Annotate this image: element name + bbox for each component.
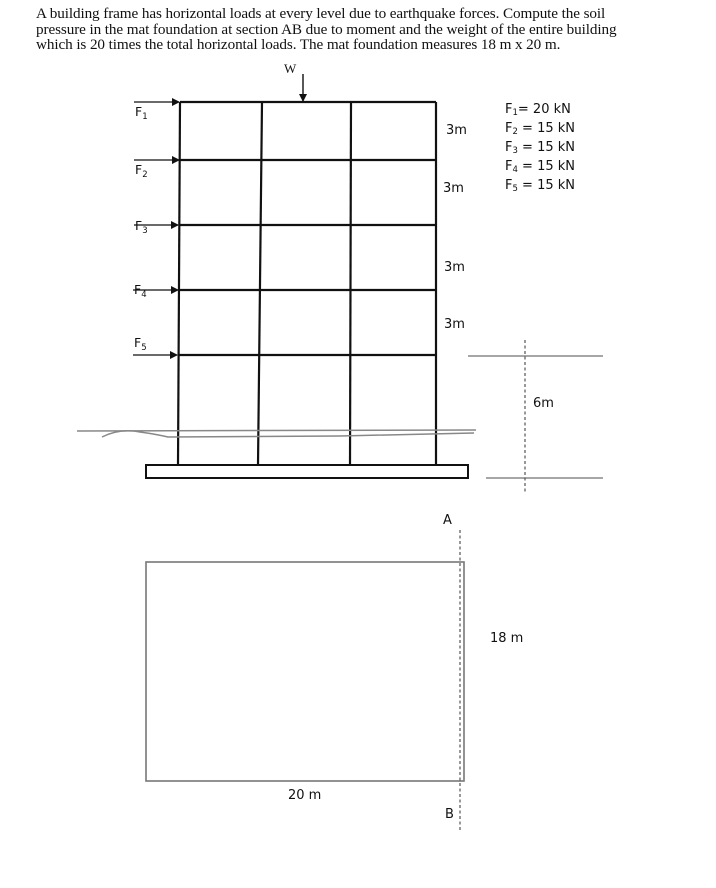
force-arrow-f5 <box>133 335 177 355</box>
weight-arrow <box>284 61 303 101</box>
story-height-4: 3m <box>444 317 465 332</box>
svg-text:F1: $F_1$ <box>135 104 148 122</box>
story-height-labels <box>443 123 467 332</box>
force-value-f5: F5 = 15 kN <box>505 178 575 194</box>
problem-line-3: which is 20 times the total horizontal loads. The mat foundation measures 18 m x 20 m. <box>36 36 561 53</box>
svg-text:F4: $F_4$ <box>134 282 147 300</box>
force-value-f2: F2 = 15 kN <box>505 121 575 137</box>
svg-text:F3: $F_3$ <box>135 218 148 236</box>
problem-line-1: A building frame has horizontal loads at every level due to earthquake forces. Compute the soil <box>36 5 606 22</box>
force-values-legend <box>505 102 575 194</box>
story-height-1: 3m <box>446 123 467 138</box>
building-frame <box>178 102 436 465</box>
force-arrow-f4 <box>133 282 178 300</box>
svg-text:F5: $F_5$ <box>134 335 147 353</box>
force-value-f3: F3 = 15 kN <box>505 140 575 156</box>
mat-foundation-plan <box>146 513 523 830</box>
section-label-b: B <box>445 807 454 822</box>
svg-text:F2: $F_2$ <box>135 162 148 180</box>
length-label: 18 m <box>490 631 524 646</box>
story-height-2: 3m <box>443 181 464 196</box>
force-arrow-f2 <box>134 160 179 180</box>
depth-label: 6m <box>533 396 554 411</box>
story-height-3: 3m <box>444 260 465 275</box>
force-value-f4: F4 = 15 kN <box>505 159 575 175</box>
section-label-a: A <box>443 513 452 528</box>
problem-line-2: pressure in the mat foundation at section AB due to moment and the weight of the entire building <box>36 20 617 38</box>
force-arrow-f1 <box>134 102 179 122</box>
force-arrows <box>133 102 179 355</box>
ground-line <box>77 430 476 437</box>
mat-foundation-elevation <box>146 465 468 478</box>
force-arrow-f3 <box>134 218 178 236</box>
weight-label: W <box>284 61 297 76</box>
force-value-f1: F1= 20 kN <box>505 102 571 118</box>
width-label: 20 m <box>288 788 322 803</box>
depth-dimension <box>468 340 603 494</box>
